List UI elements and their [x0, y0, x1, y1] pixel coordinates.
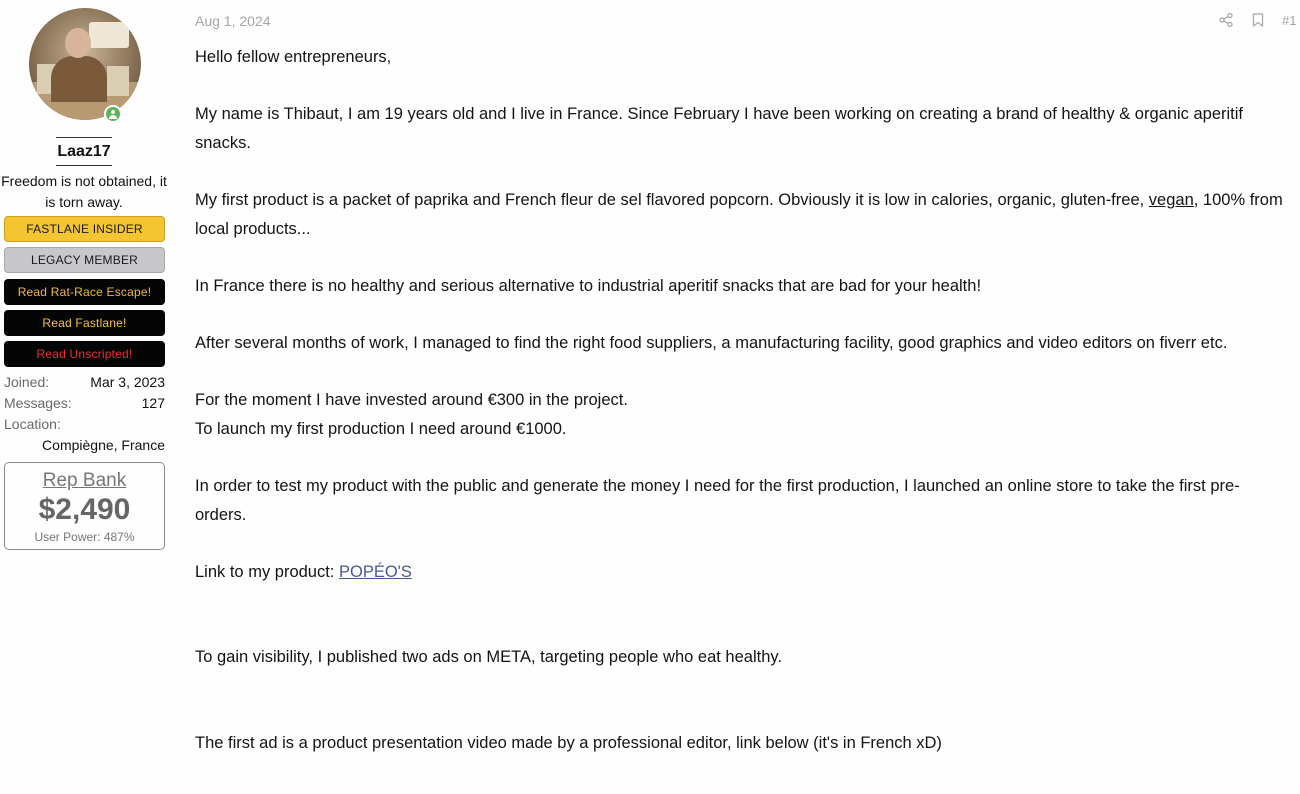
stat-messages: [4, 395, 165, 411]
stat-messages-label: Messages:: [4, 395, 72, 411]
rep-bank: [4, 462, 165, 550]
post-paragraph: [195, 558, 1290, 587]
stat-joined: [4, 374, 165, 390]
post-text: , 100% from local products...: [195, 190, 1283, 238]
post-greeting: Hello fellow entrepreneurs,: [195, 48, 392, 66]
rep-bank-amount: $2,490: [38, 493, 131, 526]
user-title: Freedom is not obtained, it is torn away.: [1, 173, 167, 210]
username[interactable]: Laaz17: [56, 137, 112, 166]
post-text: My first product is a packet of paprika and French fleur de sel flavored popcorn. Obviously it is low in calories, organic, gluten-free,: [195, 190, 1149, 209]
badge-legacy-member: LEGACY MEMBER: [4, 247, 165, 273]
badge-fastlane-insider: FASTLANE INSIDER: [4, 216, 165, 242]
stat-joined-label: Joined:: [4, 374, 50, 390]
stat-location-value: Compiègne, France: [42, 437, 165, 453]
post-paragraph: My name is Thibaut, I am 19 years old and I live in France. Since February I have been working on creating a brand of healthy & organic aperitif snacks.: [195, 105, 1244, 152]
user-power: User Power: 487%: [34, 530, 135, 544]
bookmark-icon[interactable]: [1250, 12, 1266, 28]
stat-location: [4, 416, 165, 432]
share-icon[interactable]: [1218, 12, 1234, 28]
post-paragraph: In France there is no healthy and serious alternative to industrial aperitif snacks that are bad for your health!: [195, 276, 982, 295]
post-paragraph: In order to test my product with the public and generate the money I need for the first production, I launched an online store to take the first pre-orders.: [195, 476, 1240, 524]
vegan-link[interactable]: vegan: [1148, 190, 1194, 209]
post-number[interactable]: #1: [1282, 12, 1297, 28]
avatar-image[interactable]: [29, 8, 141, 120]
badge-read-fastlane: Read Fastlane!: [4, 310, 165, 336]
online-status-icon: [104, 105, 122, 123]
post-paragraph: For the moment I have invested around €300 in the project.: [195, 391, 628, 410]
post-actions: [1218, 12, 1300, 28]
stat-location-label: Location:: [4, 416, 61, 432]
product-link[interactable]: POPÉO'S: [338, 562, 412, 581]
rep-bank-link[interactable]: Rep Bank: [42, 470, 127, 491]
badge-read-rat-race-escape: Read Rat-Race Escape!: [4, 279, 165, 305]
post-paragraph: After several months of work, I managed to find the right food suppliers, a manufacturing facility, good graphics and video editors on fiverr etc.: [195, 333, 1228, 352]
post-text: Link to my product:: [195, 562, 339, 581]
badge-read-unscripted: Read Unscripted!: [4, 341, 165, 367]
post-paragraph: The first ad is a product presentation video made by a professional editor, link below (it's in French xD): [195, 734, 942, 753]
post-paragraph: [195, 186, 1290, 243]
post-date[interactable]: Aug 1, 2024: [195, 13, 271, 29]
post-body: [195, 43, 1290, 758]
stat-joined-value: Mar 3, 2023: [90, 374, 165, 390]
post-paragraph: To launch my first production I need around €1000.: [195, 419, 567, 438]
stat-messages-value[interactable]: 127: [141, 395, 165, 411]
post-paragraph: To gain visibility, I published two ads on META, targeting people who eat healthy.: [195, 648, 782, 667]
avatar[interactable]: [29, 8, 141, 120]
